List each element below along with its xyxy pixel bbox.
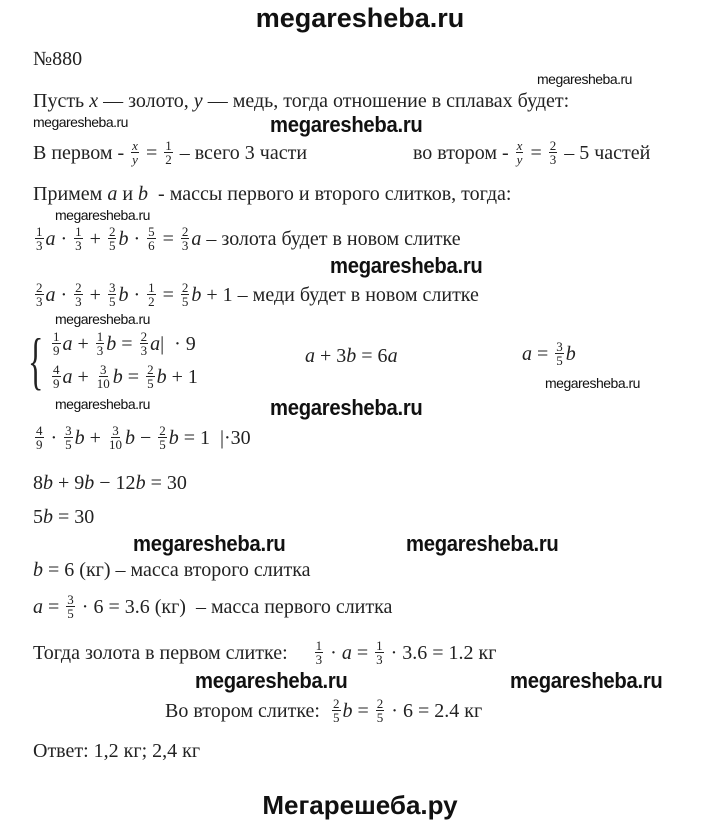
text: = 1 |·30 — [178, 426, 251, 449]
denominator: y — [132, 152, 138, 167]
numerator: 2 — [108, 224, 116, 239]
watermark: megaresheba.ru — [406, 531, 559, 556]
text: = — [122, 365, 145, 388]
text: и — [117, 183, 139, 205]
fraction — [35, 225, 44, 252]
watermark: megaresheba.ru — [270, 395, 423, 420]
text: + — [84, 283, 106, 306]
numerator: x — [132, 138, 138, 153]
text: + 3 — [315, 345, 347, 367]
fraction — [66, 593, 75, 620]
denominator: 5 — [147, 376, 154, 391]
variable: b — [33, 559, 43, 581]
text: 8 — [33, 472, 43, 494]
fraction — [516, 139, 524, 166]
denominator: 9 — [53, 343, 60, 358]
numerator: 3 — [556, 339, 563, 354]
fraction — [315, 639, 324, 666]
problem-number: №880 — [33, 48, 83, 70]
text: = — [532, 342, 554, 365]
numerator: 1 — [75, 224, 82, 239]
numerator: 2 — [75, 280, 82, 295]
text: − — [134, 426, 157, 449]
watermark: megaresheba.ru — [537, 71, 632, 87]
fraction — [181, 225, 190, 252]
variable: b — [118, 227, 129, 250]
variable: a — [305, 345, 315, 367]
text: · — [55, 283, 73, 306]
variable: b — [346, 345, 357, 367]
variable: a — [107, 183, 118, 205]
watermark: megaresheba.ru — [55, 207, 150, 223]
variable: b — [84, 472, 95, 494]
fraction — [108, 281, 117, 308]
text: = — [351, 641, 374, 664]
text: · 6 = 3.6 (кг) – масса первого слитка — [76, 595, 393, 618]
variable: a — [191, 227, 202, 250]
variable: b — [43, 506, 53, 528]
numerator: 1 — [315, 638, 323, 653]
variable: a — [341, 641, 352, 664]
variable: b — [74, 426, 85, 449]
math-line-l12 — [165, 697, 482, 724]
variable: b — [124, 426, 135, 449]
fraction — [181, 281, 190, 308]
numerator: 2 — [549, 138, 557, 153]
math-line-l11 — [33, 639, 496, 666]
watermark: megaresheba.ru — [55, 396, 150, 412]
numerator: 3 — [65, 423, 72, 438]
math-line-l2b — [413, 139, 650, 166]
text: + — [72, 365, 94, 388]
numerator: 1 — [96, 329, 104, 344]
denominator: 3 — [315, 652, 323, 667]
math-line-l8 — [33, 506, 94, 528]
text: Во втором слитке: — [165, 699, 330, 722]
fraction — [96, 330, 105, 357]
numerator: 3 — [112, 423, 119, 438]
text: Примем — [33, 183, 108, 205]
fraction — [35, 424, 44, 451]
watermark: megaresheba.ru — [270, 112, 423, 137]
denominator: 5 — [108, 294, 116, 309]
variable: b — [191, 283, 202, 306]
variable: b — [168, 426, 179, 449]
denominator: 3 — [75, 238, 82, 253]
fraction — [35, 281, 44, 308]
text: – всего 3 части — [174, 141, 308, 164]
denominator: 3 — [75, 294, 82, 309]
denominator: 5 — [556, 353, 563, 368]
denominator: 3 — [140, 343, 148, 358]
fraction — [96, 363, 111, 390]
fraction — [376, 697, 385, 724]
numerator: 2 — [147, 362, 154, 377]
variable: a — [387, 345, 398, 367]
math-line-l6 — [33, 424, 251, 451]
numerator: 4 — [53, 362, 60, 377]
fraction — [164, 139, 173, 166]
text: = — [140, 141, 163, 164]
numerator: 1 — [36, 224, 43, 239]
denominator: 5 — [159, 437, 166, 452]
denominator: 3 — [36, 294, 43, 309]
denominator: 5 — [65, 437, 72, 452]
text: = — [116, 332, 138, 355]
watermark: megaresheba.ru — [330, 253, 483, 278]
variable: b — [342, 699, 353, 722]
math-line-l7 — [33, 472, 187, 494]
text: В первом - — [33, 141, 130, 164]
text: Тогда золота в первом слитке: — [33, 641, 313, 664]
text: - массы первого и второго слитков, тогда: — [148, 183, 512, 205]
site-footer: Мегарешеба.ру — [262, 790, 458, 820]
denominator: 5 — [108, 238, 116, 253]
text: — медь, тогда отношение в сплавах будет: — [202, 90, 570, 112]
variable: b — [138, 183, 149, 205]
denominator: 3 — [549, 152, 557, 167]
fraction — [146, 363, 155, 390]
numerator: 2 — [181, 224, 189, 239]
denominator: 9 — [53, 376, 60, 391]
fraction — [147, 281, 156, 308]
text: · — [128, 283, 146, 306]
denominator: 3 — [96, 343, 104, 358]
denominator: 3 — [376, 652, 383, 667]
text: = 30 — [145, 472, 187, 494]
variable: a — [522, 342, 532, 365]
text: — золото, — [98, 90, 194, 112]
text: + — [72, 332, 94, 355]
text: Пусть — [33, 90, 90, 112]
variable: x — [89, 90, 99, 112]
denominator: 9 — [36, 437, 43, 452]
denominator: y — [516, 152, 523, 167]
variable: a — [150, 332, 161, 355]
fraction — [147, 225, 156, 252]
numerator: 2 — [376, 696, 384, 711]
text: = — [157, 227, 179, 250]
math-line-l13 — [33, 740, 200, 762]
variable: a — [45, 227, 56, 250]
math-line-l4 — [33, 225, 461, 252]
denominator: 5 — [333, 710, 340, 725]
denominator: 3 — [181, 238, 189, 253]
math-line-s2 — [50, 363, 198, 390]
fraction — [131, 139, 139, 166]
text: | · 9 — [160, 332, 196, 355]
fraction — [64, 424, 73, 451]
variable: a — [33, 595, 43, 618]
text: · — [55, 227, 73, 250]
text: = — [525, 141, 547, 164]
fraction — [108, 225, 117, 252]
text: + 9 — [53, 472, 85, 494]
site-header: megaresheba.ru — [255, 3, 465, 33]
fraction — [140, 330, 149, 357]
watermark: megaresheba.ru — [545, 375, 640, 391]
watermark: megaresheba.ru — [133, 531, 286, 556]
fraction — [549, 139, 558, 166]
variable: b — [565, 342, 576, 365]
math-line-s3 — [305, 345, 398, 367]
text: = — [157, 283, 179, 306]
text: · 6 = 2.4 кг — [386, 699, 483, 722]
math-line-l10 — [33, 593, 392, 620]
variable: b — [118, 283, 129, 306]
numerator: 3 — [108, 280, 116, 295]
variable: b — [106, 332, 117, 355]
numerator: 1 — [53, 329, 60, 344]
text: во втором - — [413, 141, 514, 164]
watermark: megaresheba.ru — [55, 311, 150, 327]
text: · 3.6 = 1.2 кг — [385, 641, 497, 664]
math-line-l3 — [33, 183, 511, 205]
watermark: megaresheba.ru — [510, 668, 663, 693]
denominator: 2 — [148, 294, 155, 309]
variable: b — [156, 365, 167, 388]
text: – золота будет в новом слитке — [201, 227, 461, 250]
text: + — [84, 426, 106, 449]
fraction — [375, 639, 384, 666]
fraction — [52, 330, 61, 357]
numerator: 2 — [333, 696, 340, 711]
numerator: 3 — [67, 592, 74, 607]
text: + 1 – меди будет в новом слитке — [201, 283, 479, 306]
denominator: 3 — [36, 238, 43, 253]
denominator: 5 — [181, 294, 189, 309]
math-line-l2a — [33, 139, 307, 166]
variable: b — [112, 365, 123, 388]
text: · — [325, 641, 342, 664]
text: · — [128, 227, 146, 250]
fraction — [74, 281, 83, 308]
fraction — [108, 424, 123, 451]
text: − 12 — [94, 472, 136, 494]
denominator: 6 — [148, 238, 155, 253]
numerator: 2 — [140, 329, 148, 344]
variable: a — [62, 365, 73, 388]
variable: a — [62, 332, 73, 355]
fraction — [52, 363, 61, 390]
numerator: 1 — [165, 138, 172, 153]
numerator: 1 — [148, 280, 155, 295]
math-line-l5 — [33, 281, 479, 308]
math-line-l1 — [33, 90, 569, 112]
numerator: 3 — [100, 362, 107, 377]
text: 5 — [33, 506, 43, 528]
text: Ответ: 1,2 кг; 2,4 кг — [33, 740, 201, 762]
math-line-l9 — [33, 559, 311, 581]
variable: y — [193, 90, 203, 112]
text: – 5 частей — [559, 141, 651, 164]
denominator: 5 — [376, 710, 384, 725]
watermark: megaresheba.ru — [33, 114, 128, 130]
fraction — [555, 340, 564, 367]
denominator: 10 — [108, 437, 122, 452]
numerator: 4 — [36, 423, 43, 438]
text: = — [43, 595, 65, 618]
text: = 30 — [53, 506, 95, 528]
denominator: 2 — [165, 152, 172, 167]
fraction — [332, 697, 341, 724]
numerator: 1 — [376, 638, 383, 653]
text: = 6 — [356, 345, 388, 367]
text: = — [352, 699, 374, 722]
numerator: 2 — [181, 280, 189, 295]
text: = 6 (кг) – масса второго слитка — [43, 559, 311, 581]
text: + — [84, 227, 106, 250]
text: · — [45, 426, 63, 449]
math-line-s1 — [50, 330, 196, 357]
variable: b — [43, 472, 53, 494]
denominator: 10 — [96, 376, 110, 391]
variable: a — [45, 283, 56, 306]
text: + 1 — [166, 365, 198, 388]
math-line-s4 — [522, 340, 576, 367]
denominator: 5 — [67, 606, 74, 621]
variable: b — [135, 472, 146, 494]
system-brace: { — [28, 325, 44, 396]
numerator: x — [516, 138, 523, 153]
numerator: 5 — [148, 224, 155, 239]
fraction — [158, 424, 167, 451]
fraction — [74, 225, 83, 252]
numerator: 2 — [36, 280, 43, 295]
watermark: megaresheba.ru — [195, 668, 348, 693]
numerator: 2 — [159, 423, 166, 438]
